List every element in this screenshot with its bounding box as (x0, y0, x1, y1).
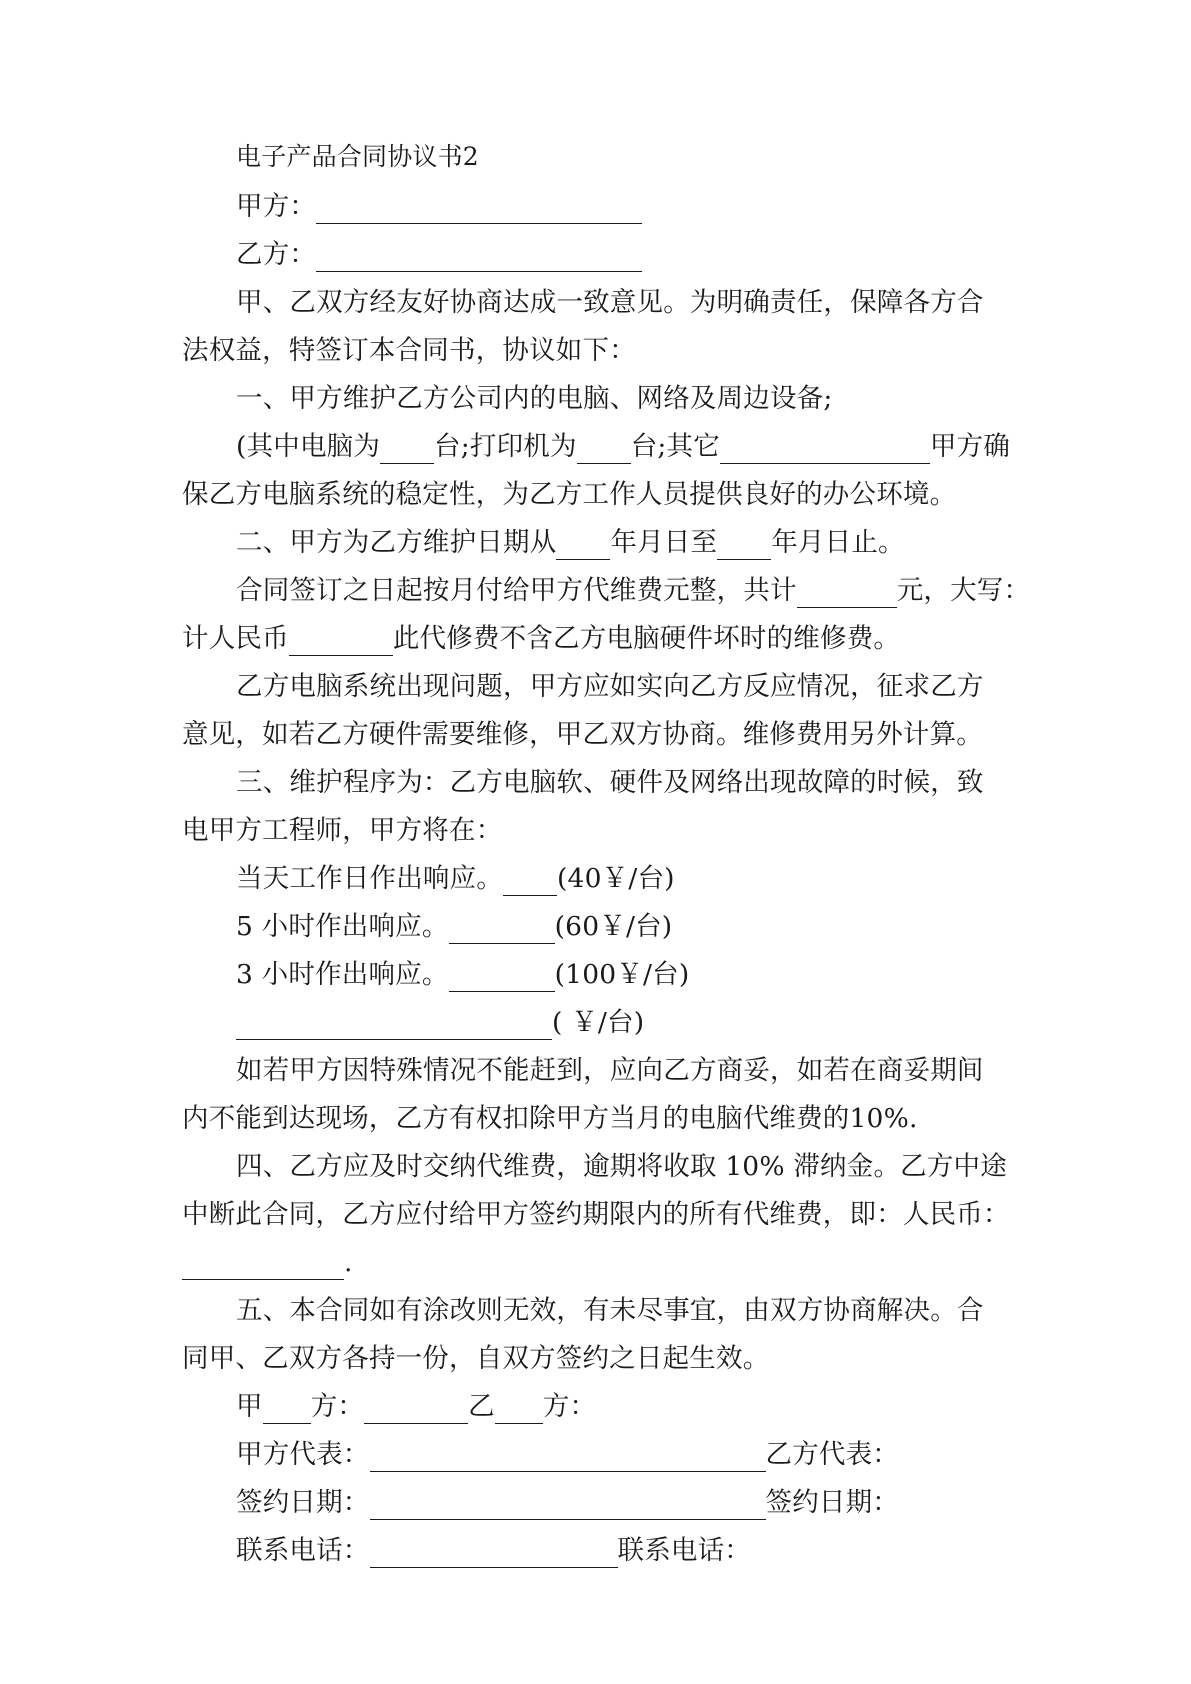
rep-a-blank (370, 1443, 766, 1472)
rep-a-label: 甲方代表： (236, 1439, 370, 1470)
response-option (236, 958, 689, 992)
clause-5-line-1: 五、本合同如有涂改则无效，有未尽事宜，由双方协商解决。合 (236, 1295, 984, 1326)
clause-1-detail-line-1 (236, 430, 1010, 464)
phone-a-blank (370, 1539, 618, 1568)
party-a-line (236, 190, 642, 224)
response-option (236, 862, 675, 896)
clause-3-line-1: 三、维护程序为：乙方电脑软、硬件及网络出现故障的时候，致 (236, 767, 984, 798)
printers-count-blank (577, 435, 631, 464)
sig-party-a-label: 方： (310, 1391, 365, 1422)
clause-1-detail-line-2: 保乙方电脑系统的稳定性，为乙方工作人员提供良好的办公环境。 (182, 479, 957, 510)
document-title: 电子产品合同协议书2 (236, 142, 479, 171)
signature-representatives (236, 1438, 899, 1472)
response-option-price: ( ￥/台) (552, 1007, 645, 1038)
others-blank (720, 435, 930, 464)
total-amount-blank (797, 579, 897, 608)
clause-2-middle: 年月日至 (610, 527, 718, 558)
sig-party-a-gap (263, 1395, 311, 1424)
response-option-label: 3 小时作出响应。 (236, 959, 449, 990)
response-option-price: (100￥/台) (554, 959, 690, 990)
sig-party-a-blank (364, 1395, 468, 1424)
phone-b-label: 联系电话： (617, 1535, 751, 1566)
date-a-blank (370, 1491, 766, 1520)
response-option-price: (60￥/台) (554, 911, 673, 942)
party-b-line (236, 238, 642, 272)
payment-line-1 (236, 574, 1030, 608)
start-year-blank (556, 531, 610, 560)
clause-2-prefix: 二、甲方为乙方维护日期从 (236, 527, 557, 558)
payment-line-2 (182, 622, 900, 656)
computers-prefix: (其中电脑为 (236, 431, 381, 462)
sig-party-b-label: 方： (542, 1391, 597, 1422)
payment-note: 此代修费不含乙方电脑硬件坏时的维修费。 (392, 623, 901, 654)
payment-suffix: 元，大写： (896, 575, 1031, 606)
party-b-blank (316, 243, 642, 272)
sig-party-a-char: 甲 (236, 1391, 263, 1422)
phone-a-label: 联系电话： (236, 1535, 370, 1566)
sig-party-b-gap (495, 1395, 543, 1424)
clause-2-suffix: 年月日止。 (771, 527, 905, 558)
clause-1: 一、甲方维护乙方公司内的电脑、网络及周边设备; (236, 383, 833, 414)
clause-4-line-3 (182, 1246, 353, 1280)
absence-line-1: 如若甲方因特殊情况不能赶到，应向乙方商妥，如若在商妥期间 (236, 1055, 984, 1086)
clause-4-line-1: 四、乙方应及时交纳代维费，逾期将收取 10% 滞纳金。乙方中途 (236, 1151, 1007, 1182)
problem-line-2: 意见，如若乙方硬件需要维修，甲乙双方协商。维修费用另外计算。 (182, 719, 983, 750)
others-suffix: 甲方确 (929, 431, 1011, 462)
signature-dates (236, 1486, 899, 1520)
sig-party-b-char: 乙 (468, 1391, 495, 1422)
response-option (236, 910, 672, 944)
response-option (236, 1006, 644, 1040)
response-option-label: 当天工作日作出响应。 (236, 863, 503, 894)
response-option-blank (236, 1011, 552, 1040)
intro-line-1: 甲、乙双方经友好协商达成一致意见。为明确责任，保障各方合 (236, 287, 984, 318)
problem-line-1: 乙方电脑系统出现问题，甲方应如实向乙方反应情况，征求乙方 (236, 671, 984, 702)
end-year-blank (717, 531, 771, 560)
response-option-blank (503, 867, 557, 896)
date-b-label: 签约日期： (765, 1487, 899, 1518)
period: . (344, 1247, 353, 1278)
absence-line-2: 内不能到达现场，乙方有权扣除甲方当月的电脑代维费的10%. (182, 1103, 918, 1134)
intro-line-2: 法权益，特签订本合同书，协议如下： (182, 335, 636, 366)
computers-count-blank (380, 435, 434, 464)
response-option-blank (449, 963, 555, 992)
rep-b-label: 乙方代表： (765, 1439, 899, 1470)
signature-phones (236, 1534, 751, 1568)
clause-4-line-2: 中断此合同，乙方应付给甲方签约期限内的所有代维费，即：人民币： (182, 1199, 1010, 1230)
party-a-label: 甲方： (236, 191, 317, 222)
response-option-label: 5 小时作出响应。 (236, 911, 449, 942)
total-fee-blank (182, 1251, 344, 1280)
date-a-label: 签约日期： (236, 1487, 370, 1518)
signature-parties (236, 1390, 596, 1424)
payment-prefix: 合同签订之日起按月付给甲方代维费元整，共计 (236, 575, 797, 606)
response-option-price: (40￥/台) (557, 863, 675, 894)
party-b-label: 乙方： (236, 239, 317, 270)
clause-3-line-2: 电甲方工程师，甲方将在： (182, 815, 503, 846)
party-a-blank (316, 195, 642, 224)
computers-unit: 台;打印机为 (434, 431, 577, 462)
clause-5-line-2: 同甲、乙双方各持一份，自双方签约之日起生效。 (182, 1343, 770, 1374)
response-option-blank (449, 915, 555, 944)
printers-unit: 台;其它 (630, 431, 720, 462)
rmb-label: 计人民币 (182, 623, 289, 654)
clause-2 (236, 526, 905, 560)
amount-words-blank (289, 627, 393, 656)
